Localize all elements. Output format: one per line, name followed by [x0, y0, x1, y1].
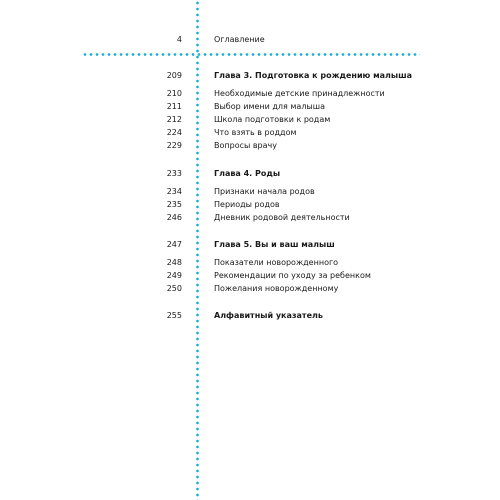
toc-index[interactable] [0, 310, 500, 322]
toc-entry-title: Необходимые детские принадлежности [214, 89, 385, 98]
toc-entry[interactable] [0, 101, 500, 113]
toc-entry-title: Вопросы врачу [214, 141, 277, 150]
toc-entry-title: Рекомендации по уходу за ребенком [214, 271, 371, 280]
toc-page-number: 229 [166, 141, 182, 150]
toc-chapter-title: Глава 4. Роды [214, 169, 281, 178]
toc-chapter-3[interactable] [0, 70, 500, 82]
toc-page-number: 255 [166, 311, 182, 320]
toc-entry-title: Пожелания новорожденному [214, 284, 339, 293]
toc-entry-title: Выбор имени для малыша [214, 102, 325, 111]
toc-page-number: 233 [166, 169, 182, 178]
toc-page-number: 248 [166, 258, 182, 267]
toc-entry[interactable] [0, 186, 500, 198]
toc-entry[interactable] [0, 140, 500, 152]
toc-entry-title: Что взять в роддом [214, 128, 297, 137]
toc-page-number: 211 [166, 102, 182, 111]
toc-entry-title: Признаки начала родов [214, 187, 315, 196]
toc-page-number: 212 [166, 115, 182, 124]
page-number: 4 [176, 35, 182, 44]
toc-entry-title: Школа подготовки к родам [214, 115, 331, 124]
toc-page-number: 235 [166, 200, 182, 209]
toc-entry-title: Показатели новорожденного [214, 258, 339, 267]
toc-chapter-5[interactable] [0, 239, 500, 251]
toc-page-number: 249 [166, 271, 182, 280]
toc-entry[interactable] [0, 114, 500, 126]
toc-chapter-title: Алфавитный указатель [214, 311, 323, 320]
toc-entry[interactable] [0, 283, 500, 295]
toc-entry[interactable] [0, 127, 500, 139]
toc-page-number: 210 [166, 89, 182, 98]
toc-page-number: 234 [166, 187, 182, 196]
toc-entry[interactable] [0, 88, 500, 100]
toc-entry[interactable] [0, 270, 500, 282]
horizontal-dotted-rule [82, 53, 420, 56]
toc-page-number: 247 [166, 240, 182, 249]
toc-page-number: 250 [166, 284, 182, 293]
toc-entry[interactable] [0, 199, 500, 211]
toc-page-number: 246 [166, 213, 182, 222]
toc-chapter-4[interactable] [0, 168, 500, 180]
toc-entry-title: Периоды родов [214, 200, 280, 209]
toc-entry-title: Дневник родовой деятельности [214, 213, 350, 222]
toc-chapter-title: Глава 5. Вы и ваш малыш [214, 240, 335, 249]
toc-page-number: 224 [166, 128, 182, 137]
toc-entry[interactable] [0, 212, 500, 224]
toc-entry[interactable] [0, 257, 500, 269]
toc-page-number: 209 [166, 71, 182, 80]
running-header-title: Оглавление [214, 35, 265, 44]
toc-chapter-title: Глава 3. Подготовка к рождению малыша [214, 71, 413, 80]
